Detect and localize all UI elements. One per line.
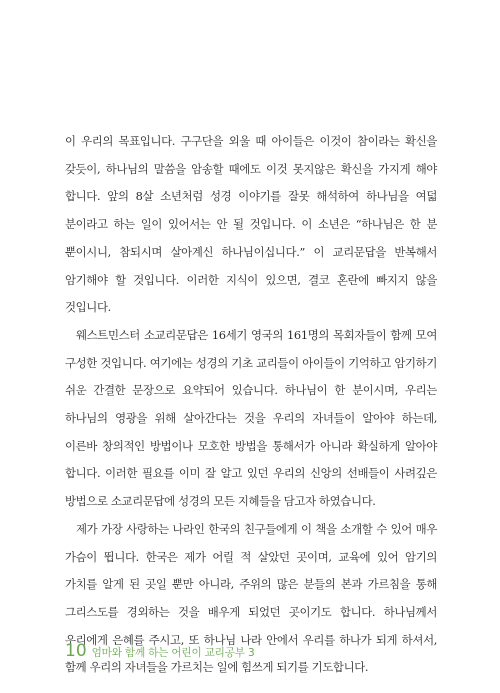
page-number: 10: [65, 641, 87, 661]
paragraph-1: 이 우리의 목표입니다. 구구단을 외울 때 아이들은 이것이 참이라는 확신을 갖듯이, 하나님의 말씀을 암송할 때에도 이것 못지않은 확신을 가지게 해야 합니다. 앞의 8살 소년처럼 성경 이야기를 잘못 해석하여 하나님을 여덟 분이라고 하는 일이 있어서는 안 될 것입니다. 이 소년은 “하나님은 한 분 뿐이시니, 참되시며 살아계신 하나님이십니다.” 이 교리문답을 반복해서 암기해야 할 것입니다. 이러한 지식이 있으면, 결코 혼란에 빠지지 않을 것입니다.: [65, 134, 437, 315]
paragraph-3: 제가 가장 사랑하는 나라인 한국의 친구들에게 이 책을 소개할 수 있어 매우 가슴이 뜁니다. 한국은 제가 어릴 적 살았던 곳이며, 교육에 있어 암기의 가치를 알게 된 곳일 뿐만 아니라, 주위의 많은 분들의 본과 가르침을 통해 그리스도를 경외하는 것을 배우게 되었던 곳이기도 합니다. 하나님께서 우리에게 은혜를 주시고, 또 하나님 나라 안에서 우리를 하나가 되게 하셔서, 함께 우리의 자녀들을 가르치는 일에 힘쓰게 되기를 기도합니다.: [65, 521, 437, 675]
paragraph-2: 웨스트민스터 소교리문답은 16세기 영국의 161명의 목회자들이 함께 모여 구성한 것입니다. 여기에는 성경의 기초 교리들이 아이들이 기억하고 암기하기 쉬운 간결한 문장으로 요약되어 있습니다. 하나님이 한 분이시며, 우리는 하나님의 영광을 위해 살아간다는 것을 우리의 자녀들이 알아야 하는데, 이른바 창의적인 방법이나 모호한 방법을 통해서가 아니라 확실하게 알아야 합니다. 이러한 필요를 이미 잘 알고 있던 우리의 신앙의 선배들이 사려깊은 방법으로 소교리문답에 성경의 모든 지혜들을 담고자 하였습니다.: [65, 327, 437, 509]
page-footer: [65, 641, 255, 661]
running-book-title: 엄마와 함께 하는 어린이 교리공부 3: [91, 647, 255, 659]
page-body: [65, 128, 437, 682]
